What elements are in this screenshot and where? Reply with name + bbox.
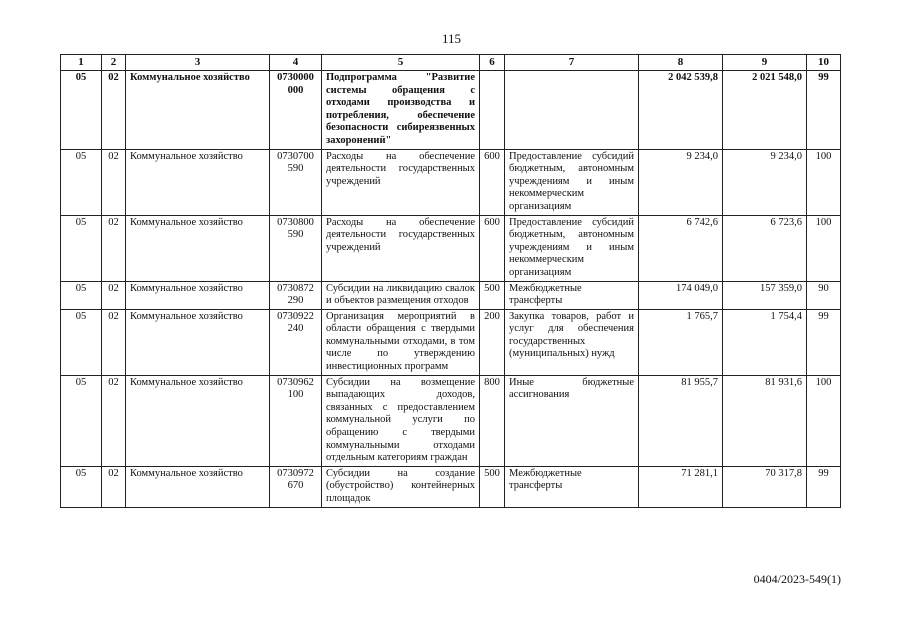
table-header (61, 55, 841, 71)
target-code-cell: 0730000 000 (270, 71, 322, 150)
section-cell: 05 (61, 375, 102, 466)
percent-cell: 99 (807, 71, 841, 150)
expense-type-name-cell: Межбюджетные трансферты (505, 466, 639, 507)
percent-cell: 99 (807, 309, 841, 375)
column-header-2: 2 (102, 55, 126, 71)
expense-type-code-cell: 600 (480, 215, 505, 281)
subsection-cell: 02 (102, 71, 126, 150)
planned-amount-cell: 2 042 539,8 (639, 71, 723, 150)
table-row (61, 466, 841, 507)
section-cell: 05 (61, 466, 102, 507)
planned-amount-cell: 9 234,0 (639, 149, 723, 215)
section-cell: 05 (61, 71, 102, 150)
planned-amount-cell: 6 742,6 (639, 215, 723, 281)
percent-cell: 100 (807, 149, 841, 215)
table-row (61, 149, 841, 215)
executed-amount-cell: 9 234,0 (723, 149, 807, 215)
expense-type-name-cell: Закупка товаров, работ и услуг для обеспечения государственных (муниципальных) нужд (505, 309, 639, 375)
subsection-cell: 02 (102, 215, 126, 281)
column-header-1: 1 (61, 55, 102, 71)
section-cell: 05 (61, 309, 102, 375)
section-name-cell: Коммунальное хозяйство (126, 149, 270, 215)
planned-amount-cell: 71 281,1 (639, 466, 723, 507)
target-code-cell: 0730972 670 (270, 466, 322, 507)
target-code-cell: 0730922 240 (270, 309, 322, 375)
percent-cell: 99 (807, 466, 841, 507)
planned-amount-cell: 1 765,7 (639, 309, 723, 375)
table-row (61, 281, 841, 309)
expense-name-cell: Расходы на обеспечение деятельности государственных учреждений (322, 215, 480, 281)
executed-amount-cell: 6 723,6 (723, 215, 807, 281)
expense-type-code-cell (480, 71, 505, 150)
section-name-cell: Коммунальное хозяйство (126, 466, 270, 507)
executed-amount-cell: 81 931,6 (723, 375, 807, 466)
page-number: 115 (441, 31, 462, 46)
subsection-cell: 02 (102, 466, 126, 507)
table-body (61, 71, 841, 508)
expense-type-name-cell: Предоставление субсидий бюджетным, автономным учреждениям и иным некоммерческим организациям (505, 149, 639, 215)
table-row (61, 375, 841, 466)
expense-type-code-cell: 600 (480, 149, 505, 215)
executed-amount-cell: 1 754,4 (723, 309, 807, 375)
expense-name-cell: Субсидии на возмещение выпадающих доходов, связанных с предоставлением коммунальной услуги по обращению с твердыми коммунальными отходами отдельным категориям граждан (322, 375, 480, 466)
section-name-cell: Коммунальное хозяйство (126, 281, 270, 309)
expense-type-code-cell: 500 (480, 466, 505, 507)
document-code: 0404/2023-549(1) (753, 572, 841, 586)
target-code-cell: 0730962 100 (270, 375, 322, 466)
target-code-cell: 0730700 590 (270, 149, 322, 215)
section-name-cell: Коммунальное хозяйство (126, 309, 270, 375)
header-row (61, 55, 841, 71)
subsection-cell: 02 (102, 149, 126, 215)
column-header-8: 8 (639, 55, 723, 71)
expense-type-name-cell: Иные бюджетные ассигнования (505, 375, 639, 466)
expense-type-code-cell: 500 (480, 281, 505, 309)
subsection-cell: 02 (102, 375, 126, 466)
expense-type-name-cell: Предоставление субсидий бюджетным, автономным учреждениям и иным некоммерческим организациям (505, 215, 639, 281)
column-header-7: 7 (505, 55, 639, 71)
section-cell: 05 (61, 215, 102, 281)
percent-cell: 90 (807, 281, 841, 309)
percent-cell: 100 (807, 375, 841, 466)
budget-table (60, 54, 841, 508)
executed-amount-cell: 70 317,8 (723, 466, 807, 507)
table-row (61, 215, 841, 281)
section-name-cell: Коммунальное хозяйство (126, 215, 270, 281)
expense-name-cell: Организация мероприятий в области обращения с твердыми коммунальными отходами, в том числе по утверждению инвестиционных программ (322, 309, 480, 375)
executed-amount-cell: 157 359,0 (723, 281, 807, 309)
expense-type-name-cell (505, 71, 639, 150)
expense-type-code-cell: 200 (480, 309, 505, 375)
expense-type-code-cell: 800 (480, 375, 505, 466)
expense-type-name-cell: Межбюджетные трансферты (505, 281, 639, 309)
expense-name-cell: Расходы на обеспечение деятельности государственных учреждений (322, 149, 480, 215)
target-code-cell: 0730872 290 (270, 281, 322, 309)
expense-name-cell: Субсидии на создание (обустройство) контейнерных площадок (322, 466, 480, 507)
section-cell: 05 (61, 149, 102, 215)
planned-amount-cell: 174 049,0 (639, 281, 723, 309)
table-row (61, 309, 841, 375)
expense-name-cell: Подпрограмма "Развитие системы обращения с отходами производства и потребления, обеспечение безопасности сибиреязвенных захоронений" (322, 71, 480, 150)
section-name-cell: Коммунальное хозяйство (126, 375, 270, 466)
percent-cell: 100 (807, 215, 841, 281)
column-header-10: 10 (807, 55, 841, 71)
target-code-cell: 0730800 590 (270, 215, 322, 281)
column-header-4: 4 (270, 55, 322, 71)
subsection-cell: 02 (102, 309, 126, 375)
column-header-6: 6 (480, 55, 505, 71)
section-cell: 05 (61, 281, 102, 309)
column-header-3: 3 (126, 55, 270, 71)
column-header-9: 9 (723, 55, 807, 71)
table-row (61, 71, 841, 150)
section-name-cell: Коммунальное хозяйство (126, 71, 270, 150)
column-header-5: 5 (322, 55, 480, 71)
planned-amount-cell: 81 955,7 (639, 375, 723, 466)
executed-amount-cell: 2 021 548,0 (723, 71, 807, 150)
subsection-cell: 02 (102, 281, 126, 309)
expense-name-cell: Субсидии на ликвидацию свалок и объектов размещения отходов (322, 281, 480, 309)
